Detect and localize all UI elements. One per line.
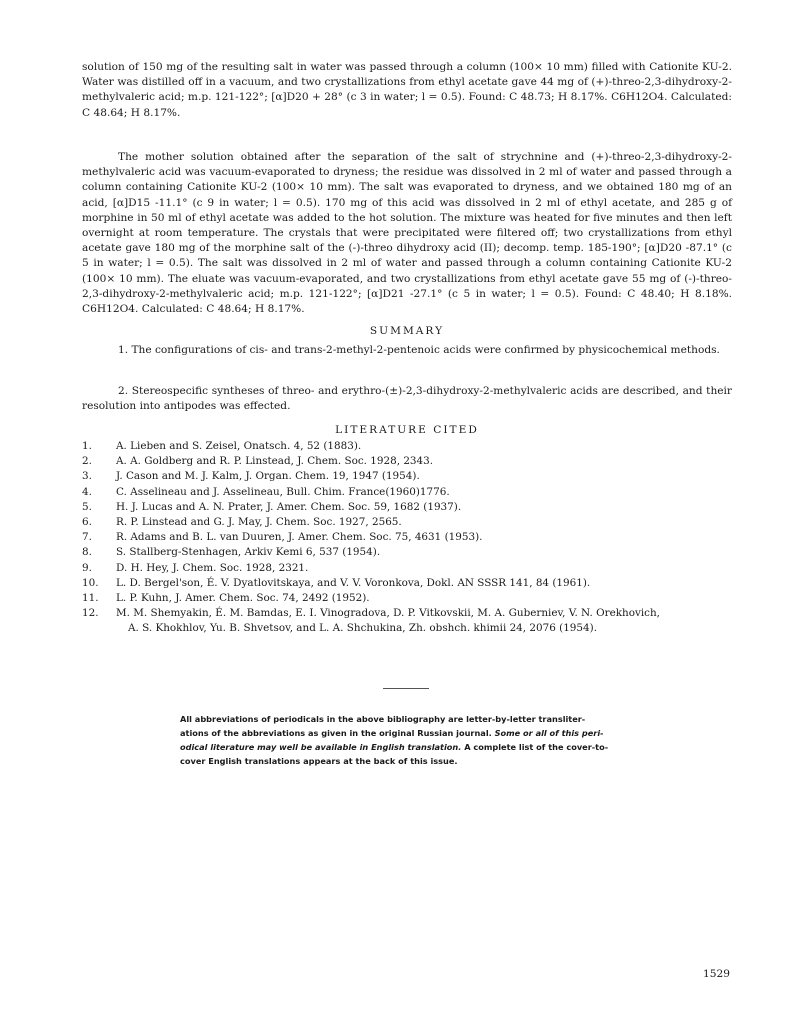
reference-item <box>82 439 732 454</box>
reference-text: C. Asselineau and J. Asselineau, Bull. Chim. France(1960)1776. <box>116 485 450 498</box>
footnote-line-3-text: A complete list of the cover-to- <box>464 742 609 752</box>
reference-number: 12. <box>82 607 99 620</box>
reference-item <box>82 469 732 484</box>
footnote-line-1: All abbreviations of periodicals in the above bibliography are letter-by-letter transliter- <box>180 714 586 724</box>
reference-number: 5. <box>82 500 92 513</box>
reference-text: L. D. Bergel'son, É. V. Dyatlovitskaya, and V. V. Voronkova, Dokl. AN SSSR 141, 84 (1961). <box>116 576 591 589</box>
reference-text: A. Lieben and S. Zeisel, Onatsch. 4, 52 (1883). <box>116 440 362 452</box>
paragraph-2 <box>82 150 732 317</box>
summary-heading: SUMMARY <box>369 325 445 337</box>
reference-list <box>82 439 732 637</box>
reference-item <box>82 545 732 560</box>
reference-text: R. P. Linstead and G. J. May, J. Chem. Soc. 1927, 2565. <box>116 516 402 529</box>
divider-rule <box>383 688 429 689</box>
reference-number: 9. <box>82 561 92 574</box>
paragraph-1-text: solution of 150 mg of the resulting salt in water was passed through a column (100× 10 mm) filled with Cationite KU-2. Water was distilled off in a vacuum, and two crystallizations from ethyl acetate gave 44 mg of (+)-threo-2,3-dihydroxy-2-methylvaleric acid; m.p. 121-122°; [α]D20 + 28° (c 3 in water; l = 0.5). Found: C 48.73; H 8.17%. C6H12O4. Calculated: C 48.64; H 8.17%. <box>82 61 732 119</box>
footnote-line-4: cover English translations appears at the back of this issue. <box>180 756 458 766</box>
reference-number: 7. <box>82 531 92 544</box>
summary-item-2 <box>82 384 732 414</box>
reference-item <box>82 530 732 545</box>
reference-number: 8. <box>82 546 92 559</box>
reference-item <box>82 454 732 469</box>
reference-item <box>82 606 732 621</box>
reference-number: 11. <box>82 592 99 605</box>
reference-text: A. A. Goldberg and R. P. Linstead, J. Chem. Soc. 1928, 2343. <box>116 455 434 468</box>
reference-item <box>82 485 732 500</box>
reference-number: 6. <box>82 516 92 529</box>
reference-item-continuation <box>82 621 732 636</box>
reference-text: J. Cason and M. J. Kalm, J. Organ. Chem. 19, 1947 (1954). <box>116 470 420 483</box>
reference-text: S. Stallberg-Stenhagen, Arkiv Kemi 6, 537 (1954). <box>116 546 381 559</box>
summary-item-2-text: 2. Stereospecific syntheses of threo- and erythro-(±)-2,3-dihydroxy-2-methylvaleric acids are described, and their resolution into antipodes was effected. <box>82 385 732 413</box>
footnote <box>180 712 630 768</box>
reference-item <box>82 591 732 606</box>
reference-text: M. M. Shemyakin, É. M. Bamdas, E. I. Vinogradova, D. P. Vitkovskii, M. A. Guberniev, V. N. Orekhovich, <box>116 607 660 620</box>
footnote-line-2-italic: Some or all of this peri- <box>494 728 604 738</box>
reference-text: L. P. Kuhn, J. Amer. Chem. Soc. 74, 2492 (1952). <box>116 592 370 605</box>
summary-item-1 <box>82 343 732 358</box>
reference-item <box>82 561 732 576</box>
reference-number: 4. <box>82 485 92 498</box>
reference-item <box>82 515 732 530</box>
literature-heading: LITERATURE CITED <box>335 424 479 436</box>
reference-text: R. Adams and B. L. van Duuren, J. Amer. Chem. Soc. 75, 4631 (1953). <box>116 531 483 544</box>
reference-number: 10. <box>82 576 99 589</box>
summary-item-1-text: 1. The configurations of cis- and trans-2-methyl-2-pentenoic acids were confirmed by physicochemical methods. <box>118 344 720 356</box>
reference-text: H. J. Lucas and A. N. Prater, J. Amer. Chem. Soc. 59, 1682 (1937). <box>116 500 462 513</box>
reference-number: 3. <box>82 470 92 483</box>
page-number: 1529 <box>703 968 730 980</box>
footnote-line-3 <box>180 740 630 754</box>
paragraph-1 <box>82 60 732 121</box>
footnote-line-2-text: ations of the abbreviations as given in the original Russian journal. <box>180 728 492 738</box>
footnote-line-3-italic: odical literature may well be available in English translation. <box>180 742 462 752</box>
reference-item <box>82 500 732 515</box>
paragraph-2-text: The mother solution obtained after the separation of the salt of strychnine and (+)-threo-2,3-dihydroxy-2-methylvaleric acid was vacuum-evaporated to dryness; the residue was dissolved in 2 ml of water and passed through a column containing Cationite KU-2 (100× 10 mm). The salt was evaporated to dryness, and we obtained 180 mg of an acid, [α]D15 -11.1° (c 9 in water; l = 0.5). 170 mg of this acid was dissolved in 2 ml of ethyl acetate, and 285 g of morphine in 50 ml of ethyl acetate was added to the hot solution. The mixture was heated for five minutes and then left overnight at room temperature. The crystals that were precipitated were filtered off; two crystallizations from ethyl acetate gave 180 mg of the morphine salt of the (-)-threo dihydroxy acid (II); decomp. temp. 185-190°; [α]D20 -87.1° (c 5 in water; l = 0.5). The salt was dissolved in 2 ml of water and passed through a column containing Cationite KU-2 (100× 10 mm). The eluate was vacuum-evaporated, and two crystallizations from ethyl acetate gave 55 mg of (-)-threo-2,3-dihydroxy-2-methylvaleric acid; m.p. 121-122°; [α]D21 -27.1° (c 5 in water; l = 0.5). Found: C 48.40; H 8.18%. C6H12O4. Calculated: C 48.64; H 8.17%. <box>82 151 732 316</box>
reference-text-continuation: A. S. Khokhlov, Yu. B. Shvetsov, and L. A. Shchukina, Zh. obshch. khimii 24, 2076 (1954). <box>128 622 598 635</box>
reference-number: 2. <box>82 455 92 468</box>
reference-text: D. H. Hey, J. Chem. Soc. 1928, 2321. <box>116 561 309 574</box>
footnote-line-2 <box>180 726 630 740</box>
reference-item <box>82 576 732 591</box>
reference-number: 1. <box>82 440 92 452</box>
